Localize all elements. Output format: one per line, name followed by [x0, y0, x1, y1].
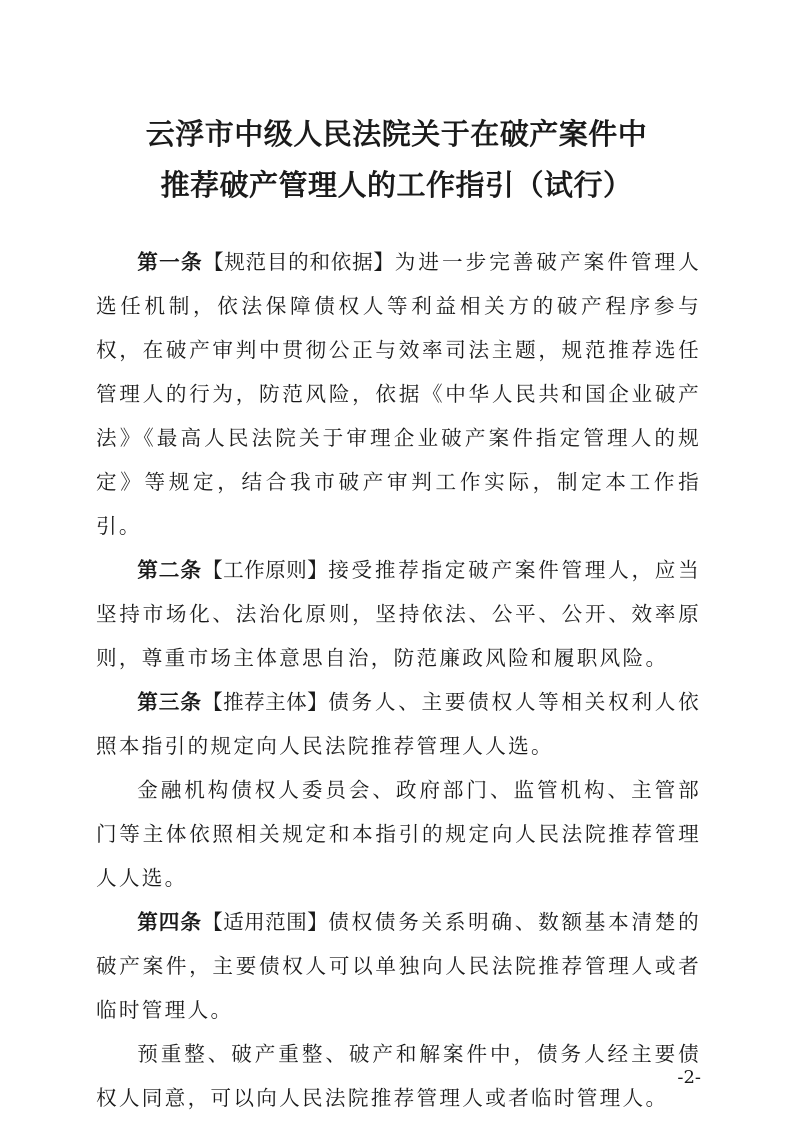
- article-text: 债权债务关系明确、数额基本清楚的破产案件，主要债权人可以单独向人民法院推荐管理人或者临时管理人。: [96, 910, 701, 1022]
- article-1-paragraph: [96, 240, 701, 548]
- article-heading: 【工作原则】: [202, 558, 329, 582]
- article-number: 第四条: [137, 910, 203, 934]
- document-title-line-1: 云浮市中级人民法院关于在破产案件中: [145, 117, 648, 151]
- article-number: 第三条: [137, 690, 203, 714]
- article-4-paragraph: [96, 900, 701, 1032]
- article-text: 接受推荐指定破产案件管理人，应当坚持市场化、法治化原则，坚持依法、公平、公开、效率原则，尊重市场主体意思自治，防范廉政风险和履职风险。: [96, 558, 701, 670]
- document-title-line-2: 推荐破产管理人的工作指引（试行）: [160, 168, 633, 202]
- article-heading: 【规范目的和依据】: [202, 250, 395, 274]
- article-number: 第二条: [137, 558, 203, 582]
- article-text: 为进一步完善破产案件管理人选任机制，依法保障债权人等利益相关方的破产程序参与权，在破产审判中贯彻公正与效率司法主题，规范推荐选任管理人的行为，防范风险，依据《中华人民共和国企业破产法》《最高人民法院关于审理企业破产案件指定管理人的规定》等规定，结合我市破产审判工作实际，制定本工作指引。: [96, 250, 701, 538]
- article-number: 第一条: [137, 250, 203, 274]
- article-2-paragraph: [96, 548, 701, 680]
- article-3-paragraph-2: [96, 768, 701, 900]
- paragraph-text: 金融机构债权人委员会、政府部门、监管机构、主管部门等主体依照相关规定和本指引的规定向人民法院推荐管理人人选。: [96, 778, 701, 890]
- article-heading: 【推荐主体】: [202, 690, 329, 714]
- article-3-paragraph: [96, 680, 701, 768]
- paragraph-text: 预重整、破产重整、破产和解案件中，债务人经主要债权人同意，可以向人民法院推荐管理人或者临时管理人。: [96, 1042, 701, 1110]
- article-heading: 【适用范围】: [202, 910, 329, 934]
- article-text: 债务人、主要债权人等相关权利人依照本指引的规定向人民法院推荐管理人人选。: [96, 690, 701, 758]
- article-4-paragraph-2: [96, 1032, 701, 1120]
- page-number: -2-: [677, 1067, 701, 1088]
- document-body: [96, 240, 701, 1120]
